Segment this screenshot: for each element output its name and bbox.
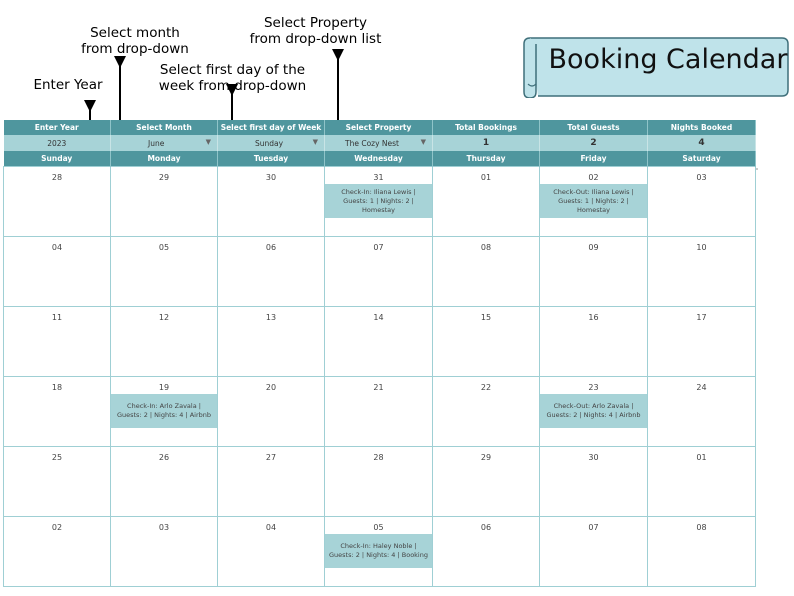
day-number: 05 (158, 243, 170, 252)
calendar-day-cell[interactable] (325, 237, 433, 307)
day-number: 06 (480, 523, 492, 532)
calendar-day-cell[interactable] (4, 167, 111, 237)
booking-calendar (3, 120, 756, 587)
calendar-day-cell[interactable] (648, 307, 756, 377)
day-number: 18 (51, 383, 63, 392)
day-number: 06 (265, 243, 277, 252)
month-value: June (148, 138, 165, 148)
annotation-select-month: Select month from drop-down (81, 25, 189, 57)
day-number: 04 (51, 243, 63, 252)
day-number: 13 (265, 313, 277, 322)
day-number: 15 (480, 313, 492, 322)
calendar-week-row (4, 237, 756, 307)
calendar-day-cell[interactable] (4, 307, 111, 377)
booking-event[interactable]: Check-In: Arlo Zavala | Guests: 2 | Nights: 4 | Airbnb (111, 394, 217, 428)
property-dropdown[interactable] (325, 135, 433, 151)
calendar-day-cell[interactable] (218, 447, 325, 517)
calendar-day-cell[interactable] (540, 377, 648, 447)
control-value-row (4, 135, 756, 151)
booking-event[interactable]: Check-Out: Arlo Zavala | Guests: 2 | Nights: 4 | Airbnb (540, 394, 647, 428)
calendar-day-cell[interactable] (433, 307, 540, 377)
day-number: 29 (480, 453, 492, 462)
day-number: 19 (158, 383, 170, 392)
calendar-day-cell[interactable] (218, 237, 325, 307)
calendar-day-cell[interactable] (540, 307, 648, 377)
booking-event[interactable]: Check-In: Haley Noble | Guests: 2 | Nights: 4 | Booking (325, 534, 432, 568)
calendar-week-row (4, 167, 756, 237)
calendar-day-cell[interactable] (325, 167, 433, 237)
calendar-day-cell[interactable] (111, 167, 218, 237)
day-number: 21 (373, 383, 384, 392)
month-dropdown[interactable] (111, 135, 218, 151)
banner-title: Booking Calendar (548, 44, 788, 75)
calendar-day-cell[interactable] (540, 517, 648, 587)
calendar-day-cell[interactable] (648, 447, 756, 517)
calendar-day-cell[interactable] (648, 167, 756, 237)
calendar-day-cell[interactable] (111, 237, 218, 307)
chevron-down-icon: ▼ (205, 138, 211, 146)
day-number: 30 (265, 173, 277, 182)
annotation-enter-year: Enter Year (33, 77, 103, 93)
day-number: 07 (588, 523, 599, 532)
weekday-header-row (4, 151, 756, 167)
day-number: 26 (158, 453, 170, 462)
chevron-down-icon: ▼ (312, 138, 318, 146)
day-number: 11 (51, 313, 63, 322)
header-enter-year: Enter Year (4, 120, 111, 135)
chevron-down-icon: ▼ (420, 138, 426, 146)
calendar-day-cell[interactable] (325, 447, 433, 517)
booking-event[interactable]: Check-Out: Iliana Lewis | Guests: 1 | Nights: 2 | Homestay (540, 184, 647, 218)
day-number: 16 (588, 313, 599, 322)
calendar-day-cell[interactable] (325, 517, 433, 587)
first-day-dropdown[interactable] (218, 135, 325, 151)
calendar-day-cell[interactable] (218, 377, 325, 447)
year-input[interactable]: 2023 (4, 135, 111, 151)
day-number: 24 (696, 383, 707, 392)
calendar-day-cell[interactable] (111, 307, 218, 377)
day-number: 09 (588, 243, 599, 252)
day-number: 22 (480, 383, 492, 392)
annotation-select-property: Select Property from drop-down list (249, 15, 382, 47)
calendar-day-cell[interactable] (540, 237, 648, 307)
day-number: 23 (588, 383, 599, 392)
day-number: 31 (373, 173, 384, 182)
calendar-day-cell[interactable] (648, 517, 756, 587)
header-first-day: Select first day of Week (218, 120, 325, 135)
property-value: The Cozy Nest (345, 138, 399, 148)
day-number: 20 (265, 383, 277, 392)
day-number: 02 (51, 523, 63, 532)
day-number: 05 (373, 523, 384, 532)
day-number: 01 (696, 453, 707, 462)
day-number: 02 (588, 173, 599, 182)
day-number: 28 (373, 453, 384, 462)
weekday-monday: Monday (111, 151, 218, 167)
day-number: 27 (265, 453, 277, 462)
header-select-month: Select Month (111, 120, 218, 135)
calendar-day-cell[interactable] (4, 447, 111, 517)
header-total-bookings: Total Bookings (433, 120, 540, 135)
day-number: 07 (373, 243, 384, 252)
nights-booked-value: 4 (648, 135, 756, 151)
weekday-saturday: Saturday (648, 151, 756, 167)
calendar-day-cell[interactable] (4, 237, 111, 307)
calendar-week-row (4, 307, 756, 377)
calendar-day-cell[interactable] (540, 447, 648, 517)
day-number: 03 (158, 523, 170, 532)
day-number: 25 (51, 453, 63, 462)
calendar-day-cell[interactable] (111, 447, 218, 517)
calendar-day-cell[interactable] (648, 237, 756, 307)
calendar-day-cell[interactable] (540, 167, 648, 237)
day-number: 08 (696, 523, 707, 532)
calendar-day-cell[interactable] (218, 307, 325, 377)
day-number: 30 (588, 453, 599, 462)
weekday-wednesday: Wednesday (325, 151, 433, 167)
calendar-day-cell[interactable] (433, 517, 540, 587)
calendar-day-cell[interactable] (4, 377, 111, 447)
annotation-select-first-day: Select first day of the week from drop-down (158, 62, 307, 94)
day-number: 12 (158, 313, 170, 322)
calendar-day-cell[interactable] (325, 307, 433, 377)
calendar-day-cell[interactable] (648, 377, 756, 447)
control-header-row (4, 120, 756, 135)
day-number: 14 (373, 313, 384, 322)
day-number: 17 (696, 313, 707, 322)
header-select-property: Select Property (325, 120, 433, 135)
weekday-friday: Friday (540, 151, 648, 167)
day-number: 03 (696, 173, 707, 182)
weekday-sunday: Sunday (4, 151, 111, 167)
calendar-day-cell[interactable] (433, 167, 540, 237)
day-number: 10 (696, 243, 707, 252)
calendar-day-cell[interactable] (433, 237, 540, 307)
calendar-weeks (4, 167, 756, 587)
calendar-week-row (4, 377, 756, 447)
day-number: 08 (480, 243, 492, 252)
total-bookings-value: 1 (433, 135, 540, 151)
header-nights-booked: Nights Booked (648, 120, 756, 135)
calendar-week-row (4, 447, 756, 517)
calendar-day-cell[interactable] (433, 447, 540, 517)
day-number: 29 (158, 173, 170, 182)
calendar-day-cell[interactable] (111, 377, 218, 447)
calendar-day-cell[interactable] (111, 517, 218, 587)
calendar-day-cell[interactable] (433, 377, 540, 447)
booking-event[interactable]: Check-In: Iliana Lewis | Guests: 1 | Nights: 2 | Homestay (325, 184, 432, 218)
header-total-guests: Total Guests (540, 120, 648, 135)
day-number: 01 (480, 173, 492, 182)
day-number: 28 (51, 173, 63, 182)
day-number: 04 (265, 523, 277, 532)
weekday-thursday: Thursday (433, 151, 540, 167)
calendar-day-cell[interactable] (218, 167, 325, 237)
calendar-day-cell[interactable] (218, 517, 325, 587)
weekday-tuesday: Tuesday (218, 151, 325, 167)
calendar-day-cell[interactable] (4, 517, 111, 587)
calendar-week-row (4, 517, 756, 587)
total-guests-value: 2 (540, 135, 648, 151)
calendar-day-cell[interactable] (325, 377, 433, 447)
first-day-value: Sunday (255, 138, 284, 148)
